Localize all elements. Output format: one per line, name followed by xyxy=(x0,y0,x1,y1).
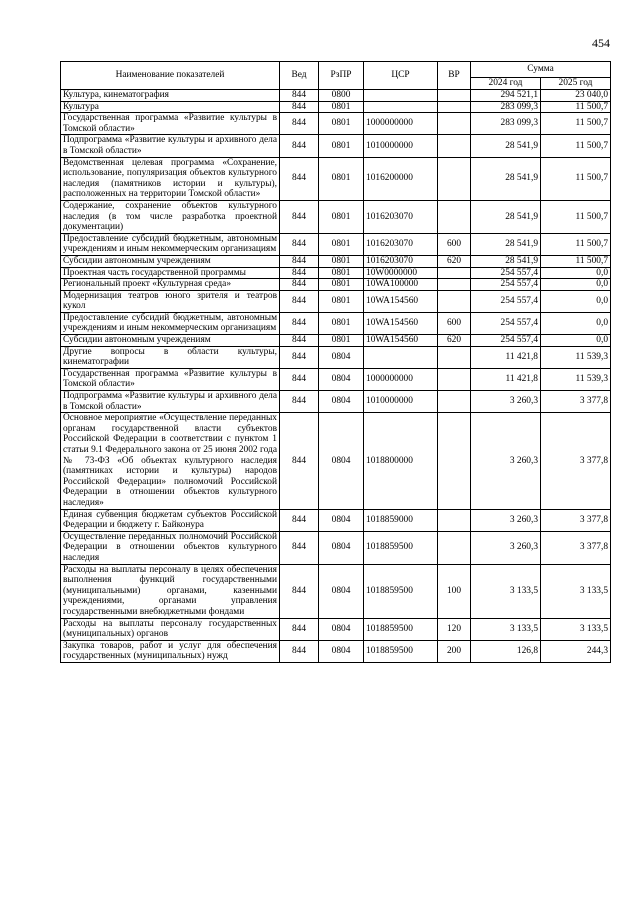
table-row xyxy=(61,90,611,102)
table-row xyxy=(61,391,611,413)
row-csr: 1016200000 xyxy=(364,157,438,200)
row-csr: 1010000000 xyxy=(364,135,438,157)
table-row xyxy=(61,233,611,255)
row-name: Субсидии автономным учреждениям xyxy=(61,335,280,347)
row-rzpr: 0804 xyxy=(319,368,364,390)
row-amount-2025: 244,3 xyxy=(541,640,611,662)
row-csr: 1016203070 xyxy=(364,200,438,233)
row-rzpr: 0804 xyxy=(319,564,364,618)
table-row xyxy=(61,200,611,233)
row-ved: 844 xyxy=(280,640,319,662)
row-amount-2024: 3 260,3 xyxy=(471,509,541,531)
row-csr: 10WA154560 xyxy=(364,335,438,347)
row-vr: 620 xyxy=(438,335,471,347)
row-ved: 844 xyxy=(280,200,319,233)
row-amount-2024: 254 557,4 xyxy=(471,279,541,291)
row-vr: 600 xyxy=(438,312,471,334)
row-vr: 120 xyxy=(438,618,471,640)
row-vr xyxy=(438,413,471,509)
row-vr xyxy=(438,368,471,390)
table-row xyxy=(61,413,611,509)
row-amount-2024: 28 541,9 xyxy=(471,255,541,267)
row-amount-2024: 254 557,4 xyxy=(471,267,541,279)
row-ved: 844 xyxy=(280,135,319,157)
row-ved: 844 xyxy=(280,346,319,368)
table-row xyxy=(61,135,611,157)
table-row xyxy=(61,113,611,135)
row-ved: 844 xyxy=(280,279,319,291)
row-rzpr: 0801 xyxy=(319,255,364,267)
row-amount-2025: 3 133,5 xyxy=(541,618,611,640)
row-name: Закупка товаров, работ и услуг для обеспечения государственных (муниципальных) нужд xyxy=(61,640,280,662)
table-row xyxy=(61,618,611,640)
row-amount-2025: 11 500,7 xyxy=(541,101,611,113)
row-vr: 200 xyxy=(438,640,471,662)
row-vr xyxy=(438,509,471,531)
row-ved: 844 xyxy=(280,101,319,113)
row-amount-2024: 3 260,3 xyxy=(471,391,541,413)
row-name: Расходы на выплаты персоналу государственных (муниципальных) органов xyxy=(61,618,280,640)
row-ved: 844 xyxy=(280,391,319,413)
table-row xyxy=(61,255,611,267)
row-name: Основное мероприятие «Осуществление переданных органам государственной власти субъектов Российской Федерации в соответствии с пунктом 1 статьи 9.1 Федерального закона от 25 июня 2002 года № 73-ФЗ «Об объектах культурного наследия (памятниках истории и культуры) народов Российской Федерации» полномочий Российской Федерации в отношении объектов культурного наследия» xyxy=(61,413,280,509)
row-vr xyxy=(438,279,471,291)
row-csr: 1018859500 xyxy=(364,640,438,662)
row-rzpr: 0804 xyxy=(319,640,364,662)
row-amount-2025: 0,0 xyxy=(541,267,611,279)
row-name: Культура, кинематография xyxy=(61,90,280,102)
row-name: Проектная часть государственной программы xyxy=(61,267,280,279)
row-ved: 844 xyxy=(280,368,319,390)
row-name: Другие вопросы в области культуры, кинематографии xyxy=(61,346,280,368)
row-rzpr: 0804 xyxy=(319,346,364,368)
row-ved: 844 xyxy=(280,113,319,135)
row-rzpr: 0804 xyxy=(319,509,364,531)
table-row xyxy=(61,312,611,334)
row-csr: 10WA154560 xyxy=(364,290,438,312)
table-row xyxy=(61,509,611,531)
row-rzpr: 0801 xyxy=(319,233,364,255)
row-amount-2024: 283 099,3 xyxy=(471,113,541,135)
row-amount-2024: 28 541,9 xyxy=(471,233,541,255)
row-amount-2024: 254 557,4 xyxy=(471,335,541,347)
row-amount-2025: 3 377,8 xyxy=(541,391,611,413)
row-csr: 1018859500 xyxy=(364,564,438,618)
table-row xyxy=(61,335,611,347)
row-csr: 1000000000 xyxy=(364,113,438,135)
table-row xyxy=(61,640,611,662)
row-vr xyxy=(438,391,471,413)
header-year-2024: 2024 год xyxy=(471,78,541,90)
row-amount-2024: 126,8 xyxy=(471,640,541,662)
row-csr: 1018859500 xyxy=(364,531,438,564)
row-amount-2024: 254 557,4 xyxy=(471,312,541,334)
row-name: Предоставление субсидий бюджетным, автономным учреждениям и иным некоммерческим организациям xyxy=(61,312,280,334)
row-amount-2024: 11 421,8 xyxy=(471,368,541,390)
row-amount-2025: 0,0 xyxy=(541,335,611,347)
row-amount-2024: 3 260,3 xyxy=(471,413,541,509)
table-row xyxy=(61,346,611,368)
row-vr xyxy=(438,157,471,200)
table-row xyxy=(61,368,611,390)
row-ved: 844 xyxy=(280,157,319,200)
row-rzpr: 0801 xyxy=(319,113,364,135)
row-amount-2025: 23 040,0 xyxy=(541,90,611,102)
row-csr xyxy=(364,90,438,102)
row-amount-2025: 11 539,3 xyxy=(541,368,611,390)
row-amount-2025: 0,0 xyxy=(541,290,611,312)
row-name: Предоставление субсидий бюджетным, автономным учреждениям и иным некоммерческим организациям xyxy=(61,233,280,255)
row-rzpr: 0801 xyxy=(319,290,364,312)
row-ved: 844 xyxy=(280,564,319,618)
row-rzpr: 0801 xyxy=(319,135,364,157)
row-csr xyxy=(364,346,438,368)
row-amount-2024: 3 260,3 xyxy=(471,531,541,564)
row-amount-2024: 28 541,9 xyxy=(471,157,541,200)
header-sum: Сумма xyxy=(471,62,611,78)
row-ved: 844 xyxy=(280,90,319,102)
row-rzpr: 0801 xyxy=(319,312,364,334)
row-amount-2025: 11 539,3 xyxy=(541,346,611,368)
row-csr: 10WA154560 xyxy=(364,312,438,334)
row-csr: 1018800000 xyxy=(364,413,438,509)
row-ved: 844 xyxy=(280,267,319,279)
row-rzpr: 0801 xyxy=(319,335,364,347)
row-amount-2024: 28 541,9 xyxy=(471,200,541,233)
row-csr: 10W0000000 xyxy=(364,267,438,279)
row-name: Модернизация театров юного зрителя и театров кукол xyxy=(61,290,280,312)
row-vr xyxy=(438,135,471,157)
row-amount-2025: 0,0 xyxy=(541,312,611,334)
row-vr xyxy=(438,290,471,312)
row-amount-2024: 3 133,5 xyxy=(471,618,541,640)
row-amount-2024: 254 557,4 xyxy=(471,290,541,312)
row-name: Осуществление переданных полномочий Российской Федерации в отношении объектов культурного наследия xyxy=(61,531,280,564)
row-vr xyxy=(438,531,471,564)
row-name: Подпрограмма «Развитие культуры и архивного дела в Томской области» xyxy=(61,391,280,413)
row-name: Ведомственная целевая программа «Сохранение, использование, популяризация объектов культурного наследия (памятников истории и культуры), расположенных на территории Томской области» xyxy=(61,157,280,200)
row-name: Содержание, сохранение объектов культурного наследия (в том числе разработка проектной документации) xyxy=(61,200,280,233)
header-ved: Вед xyxy=(280,62,319,90)
row-amount-2024: 283 099,3 xyxy=(471,101,541,113)
row-vr xyxy=(438,200,471,233)
row-amount-2025: 11 500,7 xyxy=(541,255,611,267)
row-amount-2024: 28 541,9 xyxy=(471,135,541,157)
row-ved: 844 xyxy=(280,618,319,640)
header-rzpr: РзПР xyxy=(319,62,364,90)
table-row xyxy=(61,279,611,291)
table-row xyxy=(61,290,611,312)
budget-table xyxy=(60,61,611,663)
row-amount-2025: 3 377,8 xyxy=(541,509,611,531)
row-csr: 1016203070 xyxy=(364,233,438,255)
row-ved: 844 xyxy=(280,335,319,347)
row-vr: 600 xyxy=(438,233,471,255)
row-amount-2025: 11 500,7 xyxy=(541,135,611,157)
row-rzpr: 0804 xyxy=(319,391,364,413)
row-name: Расходы на выплаты персоналу в целях обеспечения выполнения функций государственными (муниципальными) органами, казенными учреждениями, органами управления государственными внебюджетными фондами xyxy=(61,564,280,618)
row-vr xyxy=(438,101,471,113)
header-year-2025: 2025 год xyxy=(541,78,611,90)
row-csr: 1016203070 xyxy=(364,255,438,267)
row-vr xyxy=(438,113,471,135)
table-row xyxy=(61,531,611,564)
row-rzpr: 0804 xyxy=(319,413,364,509)
table-row xyxy=(61,564,611,618)
row-rzpr: 0801 xyxy=(319,279,364,291)
row-vr xyxy=(438,346,471,368)
table-header xyxy=(61,62,611,90)
row-amount-2025: 3 377,8 xyxy=(541,531,611,564)
row-csr: 10WA100000 xyxy=(364,279,438,291)
row-name: Государственная программа «Развитие культуры в Томской области» xyxy=(61,368,280,390)
row-rzpr: 0804 xyxy=(319,531,364,564)
row-amount-2025: 0,0 xyxy=(541,279,611,291)
row-csr xyxy=(364,101,438,113)
page-number: 454 xyxy=(592,36,610,50)
row-rzpr: 0801 xyxy=(319,157,364,200)
row-rzpr: 0801 xyxy=(319,101,364,113)
row-amount-2025: 11 500,7 xyxy=(541,233,611,255)
row-amount-2025: 3 133,5 xyxy=(541,564,611,618)
row-csr: 1018859500 xyxy=(364,618,438,640)
row-amount-2024: 11 421,8 xyxy=(471,346,541,368)
row-csr: 1000000000 xyxy=(364,368,438,390)
row-amount-2024: 294 521,1 xyxy=(471,90,541,102)
row-name: Субсидии автономным учреждениям xyxy=(61,255,280,267)
table-body xyxy=(61,90,611,663)
row-vr: 100 xyxy=(438,564,471,618)
row-rzpr: 0801 xyxy=(319,200,364,233)
row-rzpr: 0801 xyxy=(319,267,364,279)
row-amount-2025: 11 500,7 xyxy=(541,113,611,135)
row-name: Региональный проект «Культурная среда» xyxy=(61,279,280,291)
row-ved: 844 xyxy=(280,312,319,334)
row-csr: 1010000000 xyxy=(364,391,438,413)
row-name: Культура xyxy=(61,101,280,113)
table-row xyxy=(61,267,611,279)
row-vr: 620 xyxy=(438,255,471,267)
row-name: Государственная программа «Развитие культуры в Томской области» xyxy=(61,113,280,135)
row-name: Единая субвенция бюджетам субъектов Российской Федерации и бюджету г. Байконура xyxy=(61,509,280,531)
row-ved: 844 xyxy=(280,413,319,509)
row-ved: 844 xyxy=(280,531,319,564)
table-row xyxy=(61,157,611,200)
row-vr xyxy=(438,267,471,279)
row-rzpr: 0804 xyxy=(319,618,364,640)
row-ved: 844 xyxy=(280,233,319,255)
row-csr: 1018859000 xyxy=(364,509,438,531)
row-name: Подпрограмма «Развитие культуры и архивного дела в Томской области» xyxy=(61,135,280,157)
row-ved: 844 xyxy=(280,290,319,312)
header-csr: ЦСР xyxy=(364,62,438,90)
row-amount-2024: 3 133,5 xyxy=(471,564,541,618)
row-rzpr: 0800 xyxy=(319,90,364,102)
row-amount-2025: 3 377,8 xyxy=(541,413,611,509)
row-amount-2025: 11 500,7 xyxy=(541,200,611,233)
header-vr: ВР xyxy=(438,62,471,90)
row-ved: 844 xyxy=(280,255,319,267)
header-name: Наименование показателей xyxy=(61,62,280,90)
row-amount-2025: 11 500,7 xyxy=(541,157,611,200)
row-vr xyxy=(438,90,471,102)
row-ved: 844 xyxy=(280,509,319,531)
table-row xyxy=(61,101,611,113)
